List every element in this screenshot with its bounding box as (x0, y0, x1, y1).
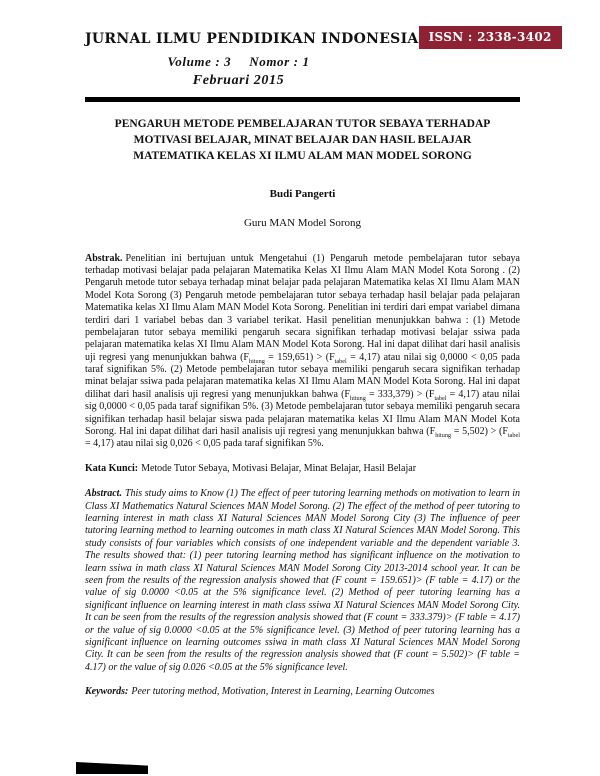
journal-issue-info (85, 54, 392, 89)
author-affiliation: Guru MAN Model Sorong (243, 216, 362, 229)
article-title-line-2: MOTIVASI BELAJAR, MINAT BELAJAR DAN HASIL BELAJAR (133, 133, 472, 146)
kata-kunci-label: Kata Kunci: (85, 462, 139, 474)
journal-header (85, 26, 552, 49)
kata-kunci-line (85, 463, 520, 475)
article-title (85, 117, 520, 165)
abstrak-body: Penelitian ini bertujuan untuk Mengetahui (1) Pengaruh metode pembelajaran tutor sebaya terhadap motivasi belajar pada pelajaran Matematika Kelas XI Ilmu Alam MAN Model Kota Sorong . (2) Pengaruh metode tutor sebaya terhadap minat belajar pada pelajaran Matematika kelas XI Ilmu Alam MAN Model Kota Sorong (3) Pengaruh metode pembelajaran tutor sebaya terhadap hasil belajar pada pelajaran Matematika kelas XI Ilmu Alam MAN Model Kota Sorong. Penelitian ini terdiri dari empat variabel dimana terdiri dari 1 variabel bebas dan 3 variabel terikat. Hasil penelitian menunjukkan bahwa : (1) Metode pembelajaran tutor sebaya memiliki pengaruh secara signifikan terhadap motivasi belajar ssiwa pada pelajaran matematika kelas XI Ilmu Alam MAN Model Kota Sorong. Hal ini dapat dilihat dari hasil analisis uji regresi yang menunjukkan bahwa $(F_{hitung} = 159,651) > (F_{tabel} = 4,17)$ atau nilai sig 0,0000 < 0,05 pada taraf signifikan 5%. (2) Metode pembelajaran tutor sebaya memiliki pengaruh secara signifikan terhadap minat belajar ssiwa pada pelajaran matematika kelas XI Ilmu Alam MAN Model Kota Sorong. Hal ini dapat dilihat dari hasil analisis uji regresi yang menunjukkan bahwa $(F_{hitung} = 333,379) > (F_{tabel} = 4,17)$ atau nilai sig 0,0000 < 0,05 pada taraf signifikan 5%. (3) Metode pembelajaran tutor sebaya memiliki pengaruh secara signifikan terhadap hasil belajar siswa pada pelajaran matematika kelas XI Ilmu Alam MAN Model Kota Sorong. Hal ini dapat dilihat dari hasil analisis uji regresi yang menunjukkan bahwa $(F_{hitung} = 5,502) > (F_{tabel} = 4,17)$ atau nilai sig 0,026 < 0,05 pada taraf signifikan 5%. (85, 252, 520, 450)
keywords-text: Peer tutoring method, Motivation, Interest in Learning, Learning Outcomes (131, 686, 435, 698)
issn-badge: ISSN : 2338-3402 (419, 26, 562, 49)
volume-label: Volume : 3 (167, 54, 232, 69)
abstrak-label: Abstrak. (85, 252, 123, 264)
abstract-paragraph (85, 488, 520, 674)
issue-date: Februari 2015 (192, 73, 285, 88)
journal-name: JURNAL ILMU PENDIDIKAN INDONESIA (85, 31, 419, 47)
abstract-body: This study aims to Know (1) The effect of peer tutoring learning methods on motivation to learn in Class XI Mathematics Natural Sciences MAN Model Sorong. (2) The effect of the method of peer tutoring to learning interest in math class XI Natural Sciences MAN Model Sorong City (3) The influence of peer tutoring learning method to learning outcomes in math class XI Natural Sciences MAN Model Sorong. This study consists of four variables which consists of one independent variable and the dependent variable 3. The results showed that: (1) peer tutoring learning method has significant influence on the motivation to learn ssiwa in math class XI Natural Sciences MAN Model Sorong City 2013-2014 school year. It can be seen from the results of the regression analysis showed that (F count = 159.651)> (F table = 4.17) or the value of sig 0.0000 <0.05 at the 5% significance level. (2) Method of peer tutoring learning has a significant influence on learning interest in math class ssiwa XI Natural Sciences MAN Model Sorong City. It can be seen from the results of the regression analysis showed that (F count = 333.379)> (F table = 4.17) or the value of sig 0.0000 <0.05 at the 5% significance level. (3) Method of peer tutoring learning has a significant influence on learning outcomes ssiwa in math class XI Natural Sciences MAN Model Sorong City. It can be seen from the results of the regression analysis showed that (F count = 5.502)> (F table = 4.17) or the value of sig 0.026 <0.05 at the 5% significance level. (85, 488, 520, 673)
author-name: Budi Pangerti (269, 187, 336, 200)
abstract-label: Abstract. (85, 488, 122, 500)
footer-ink-mark (76, 762, 148, 774)
nomor-label: Nomor : 1 (249, 54, 310, 69)
keywords-line (85, 686, 520, 698)
article-title-line-3: MATEMATIKA KELAS XI ILMU ALAM MAN MODEL SORONG (133, 149, 472, 162)
kata-kunci-text: Metode Tutor Sebaya, Motivasi Belajar, Minat Belajar, Hasil Belajar (141, 462, 417, 474)
article-title-line-1: PENGARUH METODE PEMBELAJARAN TUTOR SEBAYA TERHADAP (114, 118, 491, 130)
abstrak-paragraph (85, 253, 520, 451)
volume-nomor-line (85, 54, 392, 70)
header-divider-rule (85, 97, 520, 102)
keywords-label: Keywords: (85, 686, 129, 698)
